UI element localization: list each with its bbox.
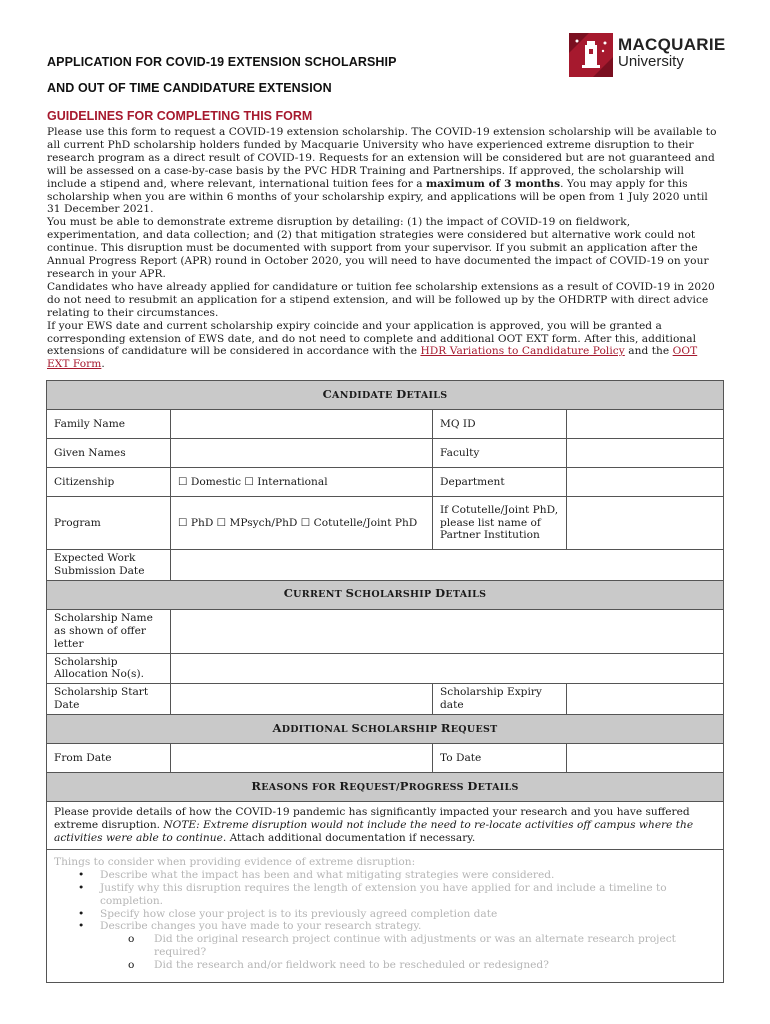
to-date-label: To Date: [433, 744, 567, 773]
program-label: Program: [47, 497, 171, 550]
guidelines-paragraph-1: [47, 126, 722, 216]
p1-text-end: . You may apply for this scholarship when you are within 6 months of your scholarship expiry, and applications will be open from 1 July 2020 until 31 December 2021.: [47, 177, 708, 216]
citizenship-checkboxes[interactable]: ☐ Domestic ☐ International: [171, 468, 433, 497]
scholarship-name-field[interactable]: [171, 609, 724, 653]
program-checkboxes[interactable]: ☐ PhD ☐ MPsych/PhD ☐ Cotutelle/Joint PhD: [171, 497, 433, 550]
faculty-label: Faculty: [433, 439, 567, 468]
family-name-label: Family Name: [47, 410, 171, 439]
p1-text: Please use this form to request a COVID-19 extension scholarship. The COVID-19 extension scholarship will be available to all current PhD scholarship holders funded by Macquarie University who have experienced extreme disruption to their research program as a direct result of COVID-19. Requests for an extension will be considered but are not guaranteed and will be assessed on a case-by-case basis by the PVC HDR Training and Partnerships. If approved, the scholarship will include a stipend and, where relevant, international tuition fees for a: [47, 126, 717, 190]
department-field[interactable]: [567, 468, 724, 497]
macquarie-crest-icon: [569, 33, 613, 77]
list-item: o Did the research and/or fieldwork need to be rescheduled or redesigned?: [154, 959, 716, 972]
allocation-field[interactable]: [171, 653, 724, 684]
guidelines-heading: GUIDELINES FOR COMPLETING THIS FORM: [47, 109, 313, 123]
guidelines-paragraph-4: [47, 320, 722, 372]
list-item: o Did the original research project continue with adjustments or was an alternate research project required?: [154, 933, 716, 959]
logo-sub: University: [618, 53, 684, 70]
additional-request-header: ADDITIONAL SCHOLARSHIP REQUEST: [47, 715, 724, 744]
things-heading: Things to consider when providing evidence of extreme disruption:: [54, 855, 416, 868]
current-scholarship-header: CURRENT SCHOLARSHIP DETAILS: [47, 580, 724, 609]
from-date-field[interactable]: [171, 744, 433, 773]
reasons-header: REASONS FOR REQUEST/PROGRESS DETAILS: [47, 773, 724, 802]
family-name-field[interactable]: [171, 410, 433, 439]
list-item: • Specify how close your project is to its previously agreed completion date: [100, 908, 716, 921]
reasons-response-area[interactable]: [47, 849, 724, 982]
allocation-label: Scholarship Allocation No(s).: [47, 653, 171, 684]
hdr-variations-policy-link[interactable]: HDR Variations to Candidature Policy: [420, 345, 625, 358]
guidelines-paragraph-2: You must be able to demonstrate extreme disruption by detailing: (1) the impact of COVID-19 on fieldwork, experimentation, and data collection; and (2) that mitigation strategies were considered but alternative work could not continue. This disruption must be documented with support from your supervisor. If you submit an application after the Annual Progress Report (APR) round in October 2020, you will need to have documented the impact of COVID-19 on your research in your APR.: [47, 216, 709, 280]
guidelines-paragraph-3: Candidates who have already applied for candidature or tuition fee scholarship extensions as a result of COVID-19 in 2020 do not need to resubmit an application for a stipend extension, and will be followed up by the OHDRTP with direct advice relating to their circumstances.: [47, 280, 715, 319]
start-date-label: Scholarship Start Date: [47, 684, 171, 715]
expiry-date-field[interactable]: [567, 684, 724, 715]
oot-ext-form-link[interactable]: OOT EXT Form: [47, 345, 698, 371]
to-date-field[interactable]: [567, 744, 724, 773]
reasons-prompt: [47, 802, 724, 850]
start-date-field[interactable]: [171, 684, 433, 715]
mq-id-label: MQ ID: [433, 410, 567, 439]
prompt-text-end: Attach additional documentation if necessary.: [226, 831, 476, 844]
mq-id-field[interactable]: [567, 410, 724, 439]
citizenship-label: Citizenship: [47, 468, 171, 497]
list-item: • Describe changes you have made to your research strategy. o Did the original research project continue with adjustments or was an alternate research project required? o Did the research and/or fieldwork need to be rescheduled or redesigned?: [100, 920, 716, 972]
form-title-line-2: AND OUT OF TIME CANDIDATURE EXTENSION: [47, 81, 332, 95]
from-date-label: From Date: [47, 744, 171, 773]
p4-mid: and the: [624, 345, 673, 358]
form-title-line-1: APPLICATION FOR COVID-19 EXTENSION SCHOLARSHIP: [47, 55, 397, 69]
prompt-text: Please provide details of how the COVID-19 pandemic has significantly impacted your research and you have suffered extreme disruption.: [54, 806, 690, 832]
expected-submission-label: Expected Work Submission Date: [47, 550, 171, 581]
cotutelle-label: If Cotutelle/Joint PhD, please list name of Partner Institution: [433, 497, 567, 550]
department-label: Department: [433, 468, 567, 497]
faculty-field[interactable]: [567, 439, 724, 468]
list-item: • Justify why this disruption requires the length of extension you have applied for and include a timeline to completion.: [100, 882, 716, 908]
partner-institution-field[interactable]: [567, 497, 724, 550]
prompt-note: NOTE: Extreme disruption would not include the need to re-locate activities off campus where the activities were able to continue.: [54, 819, 694, 844]
candidate-details-header: CANDIDATE DETAILS: [47, 381, 724, 410]
p1-bold: maximum of 3 months: [426, 177, 561, 190]
given-names-field[interactable]: [171, 439, 433, 468]
expiry-date-label: Scholarship Expiry date: [433, 684, 567, 715]
p4-text: If your EWS date and current scholarship expiry coincide and your application is approved, you will be granted a corresponding extension of EWS date, and do not need to complete and additional OOT EXT form. After this, additional extensions of candidature will be considered in accordance with the: [47, 319, 697, 358]
given-names-label: Given Names: [47, 439, 171, 468]
things-list: [54, 869, 716, 972]
application-form-table: [46, 380, 724, 983]
guidelines-text: [47, 126, 722, 371]
scholarship-name-label: Scholarship Name as shown of offer letter: [47, 609, 171, 653]
expected-submission-field[interactable]: [171, 550, 724, 581]
list-item: • Describe what the impact has been and what mitigating strategies were considered.: [100, 869, 716, 882]
logo-name: MACQUARIE: [618, 35, 726, 54]
macquarie-logo: [569, 33, 739, 77]
sub-things-list: [100, 933, 716, 972]
p4-end: .: [101, 358, 105, 371]
